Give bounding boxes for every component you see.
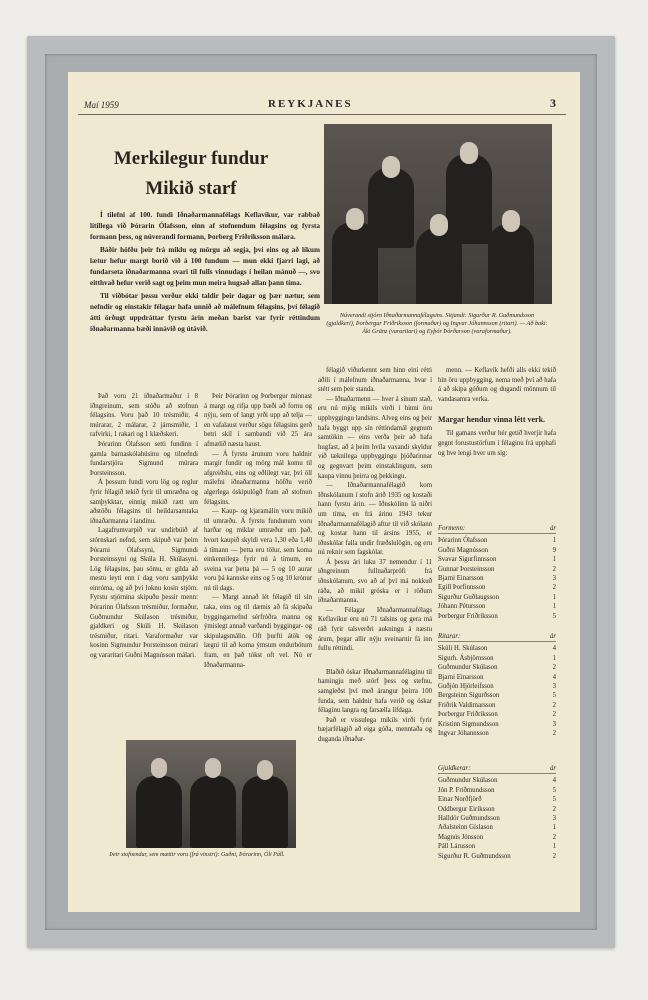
list-formenn bbox=[438, 524, 556, 621]
years: 3 bbox=[552, 683, 556, 691]
lede bbox=[90, 210, 320, 337]
list-item bbox=[438, 691, 556, 700]
board-photo bbox=[324, 124, 552, 304]
years: 2 bbox=[552, 565, 556, 573]
list-unit: ár bbox=[549, 525, 556, 532]
person-head bbox=[346, 208, 364, 230]
list-item bbox=[438, 833, 556, 842]
list-ritarar bbox=[438, 632, 556, 738]
paragraph: — Margt annað lét félagið til sín taka, eins og til dæmis að fá skipaða byggingarnefnd sérfróðra manna og ýmislegt annað varðandi byggingar- og skipulagsmálin. Oft þurfti átök og lægni til að koma ýmsum endurbótum fram, en það tókst oft vel. Nú er Iðnaðarmanna- bbox=[204, 594, 312, 669]
list-header bbox=[438, 764, 556, 774]
years: 3 bbox=[552, 720, 556, 728]
person-name: Sigurður Guðlaugsson bbox=[438, 593, 499, 601]
list-item bbox=[438, 555, 556, 564]
list-title: Gjaldkerar: bbox=[438, 765, 471, 772]
page-header bbox=[78, 96, 566, 115]
person-name: Friðrik Valdimarsson bbox=[438, 701, 496, 709]
paragraph: menn. — Keflavík hefði alls ekki tekið hin öru uppbygging, nema með því að hafa á að skipa góðum og dugandi mönnum til vandasamra verka. bbox=[438, 367, 556, 403]
person-figure bbox=[190, 776, 236, 848]
person-name: Guðni Magnússon bbox=[438, 546, 489, 554]
list-item bbox=[438, 823, 556, 832]
person-name: Kristinn Sigmundsson bbox=[438, 720, 499, 728]
paragraph: Þórarinn Ólafsson setti fundinn í gamla barnaskólahúsinu og tilnefndi fundarstjóra Sigmund múrara Þorsteinsson. bbox=[90, 440, 198, 477]
headline-line-2: Mikið starf bbox=[145, 178, 237, 199]
paragraph: félagið viðurkennt sem hinn eini rétti aðili í málefnum iðnaðarmanna, hvar í stétt sem þeir standa. bbox=[318, 367, 432, 394]
person-name: Einar Norðfjörð bbox=[438, 796, 482, 804]
list-header bbox=[438, 632, 556, 642]
headline-line-1: Merkilegur fundur bbox=[113, 148, 269, 169]
years: 3 bbox=[552, 815, 556, 823]
person-name: Sigurður R. Guðmundsson bbox=[438, 852, 511, 860]
subheading: Margar hendur vinna létt verk. bbox=[438, 415, 546, 425]
person-head bbox=[257, 760, 273, 780]
person-head bbox=[151, 758, 167, 778]
list-item bbox=[438, 673, 556, 682]
paragraph: Það er vissulega mikils virði fyrir bæjarfélagið að eiga góða, menntaða og duganda iðnaðar- bbox=[318, 716, 432, 743]
paragraph: Það voru 21 iðnaðarmaður í 8 iðngreinum, sem stóðu að stofnun félagsins. Voru það 10 trésmiðir, 4 múrarar, 2 málarar, 2 járnsmiðir, 1 rafvirki, 1 rakari og 1 klæðskeri. bbox=[90, 393, 198, 439]
years: 2 bbox=[552, 711, 556, 719]
paragraph: Á þessu ári luku 37 nemendur í 11 iðngreinum fullnaðarprófi frá iðnskólanum, svo að af því má nokkuð ráða, að mikil gróska er í röðum iðnaðarmanna. bbox=[318, 558, 432, 605]
years: 4 bbox=[552, 645, 556, 653]
article-column-1 bbox=[90, 392, 198, 661]
person-name: Bjarni Einarsson bbox=[438, 575, 484, 583]
years: 2 bbox=[552, 664, 556, 672]
list-item bbox=[438, 593, 556, 602]
person-head bbox=[205, 758, 221, 778]
person-name: Jón P. Friðmundsson bbox=[438, 786, 495, 794]
years: 2 bbox=[552, 805, 556, 813]
list-item bbox=[438, 720, 556, 729]
years: 5 bbox=[552, 796, 556, 804]
years: 1 bbox=[552, 593, 556, 601]
article-column-4 bbox=[438, 366, 556, 458]
person-name: Sigurh. Ásbjörnsson bbox=[438, 654, 494, 662]
lede-paragraph: Báðir höfðu þeir frá miklu og mörgu að segja, því eins og að líkum lætur hefur margt borið við á 100 fundum — mun ekki fjarri lagi, að fundarseta iðnaðarmanna svari til fulls vinnudags í heilan mánuð —, svo eitthvað hefur verið sagt og þeim mun meira hugsað allan þann tíma. bbox=[90, 246, 320, 287]
list-title: Ritarar: bbox=[438, 633, 461, 640]
person-name: Ingvar Jóhannsson bbox=[438, 730, 489, 738]
person-name: Skúli H. Skúlason bbox=[438, 645, 488, 653]
person-figure bbox=[488, 224, 534, 304]
founders-photo-caption: Þeir stofnendur, sem mættir voru (frá vinstri): Guðni, Þórarinn, Óli Páll. bbox=[109, 852, 285, 858]
founders-photo bbox=[126, 740, 296, 848]
person-figure bbox=[416, 228, 462, 304]
person-name: Oddbergur Eiríksson bbox=[438, 805, 495, 813]
list-item bbox=[438, 776, 556, 785]
lede-paragraph: Í tilefni af 100. fundi Iðnaðarmannafélags Keflavíkur, var rabbað lítillega við Þórarin Ólafsson, einn af stofnendum félagsins og fyrsta formann þess, og núverandi formann, Þorberg Friðriksson málara. bbox=[90, 211, 320, 241]
list-item bbox=[438, 602, 556, 611]
headline bbox=[84, 144, 298, 204]
board-photo-caption: Núverandi stjórn Iðnaðarmannafélagsins. Sitjandi: Sigurður R. Guðmundsson (gjaldkeri), Þorbergur Friðriksson (formaður) og Ingvar Jóhannsson (ritari). — Að baki: Áki Gränz (vararitari) og Eyþór Þórðarson (varaformaður). bbox=[326, 312, 548, 335]
person-name: Egill Þorfinnsson bbox=[438, 584, 486, 592]
paragraph: — Iðnaðarmannafélagið kom Iðnskólanum í stofn árið 1935 og kostaði hann fyrstu árin. — Iðnskólinn lá niðri um tíma, en frá árinu 1943 tekur Iðnaðarmannafélagið aftur til við skólann og kostar hann til ársins 1955, er iðnskólar falla undir fræðslulögin, og eru nú reknir sem fagskólar. bbox=[318, 482, 432, 557]
paragraph: — Á fyrstu árunum voru haldnir margir fundir og mörg mál komu til afgreiðslu, eins og eðlilegt var, því öll málefni iðnaðarmanna höfðu verið algerlega óskipulögð fram að stofnun félagsins. bbox=[204, 450, 312, 506]
list-item bbox=[438, 612, 556, 621]
list-item bbox=[438, 701, 556, 710]
person-figure bbox=[136, 776, 182, 848]
years: 1 bbox=[552, 824, 556, 832]
person-head bbox=[430, 214, 448, 236]
person-head bbox=[460, 142, 478, 164]
paragraph: Lagafrumvarpið var undirbúið af stórnskari nefnd, sem skipuð var þeim Þórarni Ólafssyni, Sigmundi Þorsteinssyni og Skúla H. Skúlasyni. Lög félagsins, þau sömu, er gilda að mestu leyti enn í dag voru samþykkt einróma, og að því loknu kosin stjórn. Fyrstu stjórnina skipuðu þessir menn: Þórarinn Ólafsson trésmiður, formaður, Guðmundur Skúlason trésmiður, gjaldkeri og Skúli H. Skúlason trésmiður, ritari. Varaformaður var kosinn Sigmundur Þorsteinsson múrari og vararitari Guðni Magnússon málari. bbox=[90, 527, 198, 660]
person-name: Þorbergur Friðriksson bbox=[438, 612, 498, 620]
person-name: Svavar Sigurfinnsson bbox=[438, 556, 497, 564]
paragraph: — Kaup- og kjaramálin voru mikið til umræðu. Á fyrstu fundunum voru harðar og miklar umræður um það, hvort kaupið skyldi vera 1,30 eða 1,40 á tímann — þetta eru tölur, sem koma einkennilega fyrir nú á tímum, en sveina var þetta þá — 5 og 10 aurar voru þá kannske eins og 5 og 10 krónur nú til dags. bbox=[204, 508, 312, 592]
person-name: Guðmundur Skúlason bbox=[438, 777, 498, 785]
list-item bbox=[438, 644, 556, 653]
list-item bbox=[438, 795, 556, 804]
years: 1 bbox=[552, 603, 556, 611]
paragraph: — Iðnaðarmenn — hver á sínum stað, eru nú mjög mikils virði í hinni öru uppbyggingu landsins. Alveg eins og þeir hafa byggt upp sín réttindamál gegnum samtökin — eins verða þeir að hafa hugfast, að á þeim hvíla vaxandi skyldur við tæknilega uppbyggingu þjóðarinnar og gegnvart þeim einstaklingum, sem kaupa vinnu þeirra og þekkingu. bbox=[318, 395, 432, 480]
person-name: Gunnar Þorsteinsson bbox=[438, 565, 495, 573]
years: 3 bbox=[552, 575, 556, 583]
list-item bbox=[438, 710, 556, 719]
list-item bbox=[438, 546, 556, 555]
newspaper-page bbox=[68, 72, 580, 912]
list-unit: ár bbox=[549, 633, 556, 640]
years: 1 bbox=[552, 537, 556, 545]
person-name: Páll Lárusson bbox=[438, 843, 476, 851]
years: 4 bbox=[552, 673, 556, 681]
person-name: Þorbergur Friðriksson bbox=[438, 711, 498, 719]
paragraph: — Félagar Iðnaðarmannafélags Keflavíkur eru nú 71 talsins og gera má ráð fyrir talsverðri aukningu á næstu árum, þegar allir nýju sveinarnir fá inn fullu réttindi. bbox=[318, 606, 432, 653]
years: 2 bbox=[552, 701, 556, 709]
list-title: Formenn: bbox=[438, 525, 466, 532]
person-figure bbox=[242, 776, 288, 848]
person-name: Þórarinn Ólafsson bbox=[438, 537, 488, 545]
years: 1 bbox=[552, 843, 556, 851]
person-name: Magnús Jónsson bbox=[438, 833, 484, 841]
years: 1 bbox=[552, 556, 556, 564]
person-name: Halldór Guðmundsson bbox=[438, 815, 500, 823]
years: 5 bbox=[552, 786, 556, 794]
paragraph: Blaðið óskar Iðnaðarmannafélaginu til hamingju með stórf þess og stefnu, samgleðst því með árangur þeirra 100 funda, sem haldnir hafa verið og óskar félaginu langra og farsælla lífdaga. bbox=[318, 668, 432, 715]
person-name: Guðjón Hjörleifsson bbox=[438, 683, 494, 691]
years: 4 bbox=[552, 777, 556, 785]
newspaper-title: REYKJANES bbox=[268, 98, 353, 110]
list-item bbox=[438, 786, 556, 795]
issue-date: Maí 1959 bbox=[84, 100, 119, 110]
list-item bbox=[438, 729, 556, 738]
list-item bbox=[438, 805, 556, 814]
years: 2 bbox=[552, 730, 556, 738]
article-column-3 bbox=[318, 366, 432, 745]
person-figure bbox=[332, 222, 378, 304]
person-name: Bergsteinn Sigurðsson bbox=[438, 692, 500, 700]
list-item bbox=[438, 574, 556, 583]
years: 5 bbox=[552, 692, 556, 700]
list-item bbox=[438, 852, 556, 861]
page-number: 3 bbox=[550, 96, 556, 110]
list-item bbox=[438, 654, 556, 663]
lede-paragraph: Til viðbótar þessu verður ekki taldir þeir dagar og þær nætur, sem nefndir og einstakir félagar hafa unnið að málefnum félagsins, því félagið átti örðugt uppdráttar fyrstu árin meðan barist var fyrir réttindum iðnaðarmanna bæði innávið og útávið. bbox=[90, 292, 320, 333]
years: 2 bbox=[552, 584, 556, 592]
years: 9 bbox=[552, 546, 556, 554]
list-item bbox=[438, 536, 556, 545]
list-item bbox=[438, 682, 556, 691]
list-item bbox=[438, 565, 556, 574]
paragraph: Til gamans verður hér getið hverjir hafa gegnt forustustörfum í félaginu frá upphafi og hve lengi hver um sig: bbox=[438, 430, 556, 457]
person-name: Jóhann Pétursson bbox=[438, 603, 486, 611]
years: 5 bbox=[552, 612, 556, 620]
years: 1 bbox=[552, 654, 556, 662]
paragraph: Þeir Þórarinn og Þorbergur minnast á margt og rifja upp bæði að fornu og nýju, sem of langt yrði upp að telja — en vafalaust verður sögu félagsins gerð betri skil í sambandi við 25 ára afmælið næsta haust. bbox=[204, 393, 312, 448]
person-name: Guðmundur Skúlason bbox=[438, 664, 498, 672]
paragraph: Á þessum fundi voru lög og reglur fyrir félagið tekið fyrir til umræðna og samþykktar, einnig mikið rætt um aðstöðu félagsins til heildarsamtaka iðnaðarmanna í landinu. bbox=[90, 479, 198, 525]
article-column-2 bbox=[204, 392, 312, 670]
list-item bbox=[438, 583, 556, 592]
person-head bbox=[382, 156, 400, 178]
list-item bbox=[438, 814, 556, 823]
person-name: Aðalsteinn Gíslason bbox=[438, 824, 493, 832]
list-gjaldkerar bbox=[438, 764, 556, 861]
list-header bbox=[438, 524, 556, 534]
list-unit: ár bbox=[549, 765, 556, 772]
person-name: Bjarni Einarsson bbox=[438, 673, 484, 681]
person-head bbox=[502, 210, 520, 232]
list-item bbox=[438, 663, 556, 672]
years: 2 bbox=[552, 833, 556, 841]
years: 2 bbox=[552, 852, 556, 860]
list-item bbox=[438, 842, 556, 851]
